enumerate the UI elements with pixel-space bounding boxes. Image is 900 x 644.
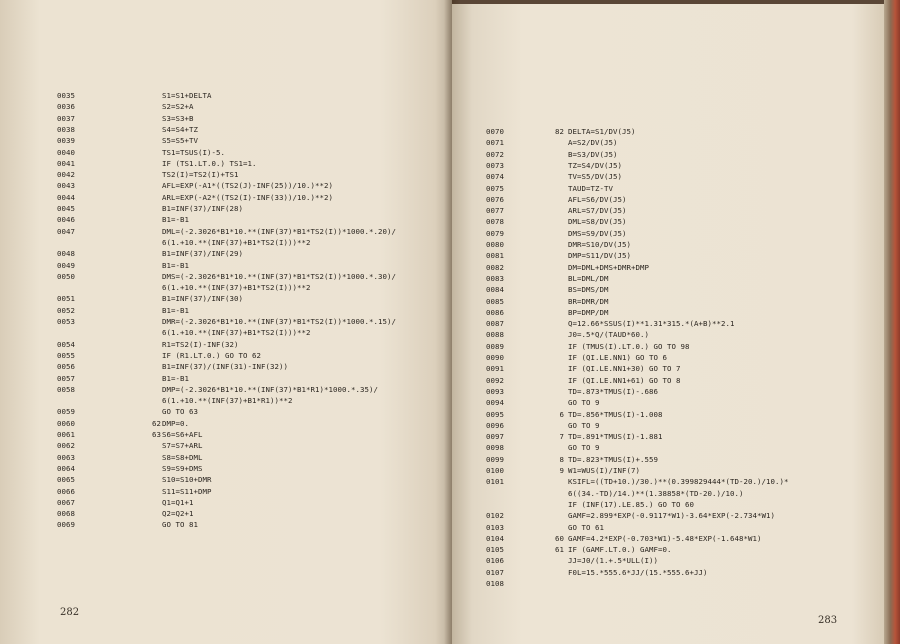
line-number: 0051 — [57, 294, 75, 304]
code-statement: AFL=S6/DV(J5) — [568, 194, 627, 204]
code-statement: S9=S9+DMS — [162, 463, 203, 473]
code-statement: 6(1.+10.**(INF(37)+B1*TS2(I)))**2 — [162, 237, 311, 247]
line-number: 0081 — [486, 251, 504, 261]
line-number: 0088 — [486, 330, 504, 340]
line-number: 0035 — [57, 91, 75, 100]
line-number: 0066 — [57, 486, 75, 496]
line-number: 0040 — [57, 147, 75, 157]
code-statement: DMP=0. — [162, 418, 189, 428]
code-statement: DMS=S9/DV(J5) — [568, 228, 627, 238]
line-number: 0091 — [486, 364, 504, 374]
line-number: 0103 — [486, 522, 504, 532]
code-statement: TV=S5/DV(J5) — [568, 172, 622, 182]
line-number: 0099 — [486, 454, 504, 464]
line-number: 0053 — [57, 317, 75, 326]
code-statement: S7=S7+ARL — [162, 441, 203, 451]
code-statement: TAUD=TZ-TV — [568, 183, 613, 193]
code-statement: DELTA=S1/DV(J5) — [568, 127, 636, 136]
code-statement: GO TO 9 — [568, 398, 600, 408]
code-statement: IF (R1.LT.0.) GO TO 62 — [162, 350, 261, 360]
code-statement: IF (TMUS(I).LT.0.) GO TO 98 — [568, 341, 690, 351]
line-number: 0045 — [57, 204, 75, 213]
code-statement: 6(1.+10.**(INF(37)+B1*TS2(I)))**2 — [162, 283, 311, 293]
line-number: 0105 — [486, 545, 504, 555]
code-statement: S8=S8+DML — [162, 452, 203, 462]
book-cover-edge — [884, 0, 900, 644]
code-statement: DMS=(-2.3026*B1*10.**(INF(37)*B1*TS2(I))*1000.*.30)/ — [162, 271, 396, 281]
line-number: 0062 — [57, 441, 75, 451]
line-number: 0092 — [486, 375, 504, 385]
code-statement: Q2=Q2+1 — [162, 509, 194, 519]
page-number-left: 282 — [60, 607, 80, 618]
line-number: 0076 — [486, 194, 504, 204]
code-statement: BL=DML/DM — [568, 273, 609, 283]
code-statement: DML=(-2.3026*B1*10.**(INF(37)*B1*TS2(I))*1000.*.20)/ — [162, 226, 396, 236]
code-statement: KSIFL=((TD+10.)/30.)**(0.399829444*(TD-20.)/10.)* — [568, 477, 789, 487]
code-listing-right — [486, 126, 886, 588]
code-statement: B1=-B1 — [162, 373, 189, 383]
code-statement: B1=INF(37)/INF(29) — [162, 249, 243, 259]
line-number: 0107 — [486, 567, 504, 577]
code-statement: B1=-B1 — [162, 260, 189, 270]
code-statement: W1=WUS(I)/INF(7) — [568, 466, 640, 475]
line-number: 0100 — [486, 466, 504, 475]
line-number: 0072 — [486, 149, 504, 159]
code-statement: DMP=S11/DV(J5) — [568, 251, 631, 261]
line-number: 0037 — [57, 113, 75, 123]
line-number: 0061 — [57, 430, 75, 439]
code-statement: DM=DML+DMS+DMR+DMP — [568, 262, 649, 272]
code-statement: DML=S8/DV(J5) — [568, 217, 627, 227]
code-statement: BR=DMR/DM — [568, 296, 609, 306]
line-number: 0057 — [57, 373, 75, 383]
line-number: 0075 — [486, 183, 504, 193]
code-statement: S5=S5+TV — [162, 136, 198, 146]
statement-label: 63 — [152, 430, 161, 439]
line-number: 0096 — [486, 420, 504, 430]
line-number: 0049 — [57, 260, 75, 270]
line-number: 0069 — [57, 520, 75, 530]
code-statement: BP=DMP/DM — [568, 307, 609, 317]
statement-label: 9 — [559, 466, 564, 475]
line-number: 0064 — [57, 463, 75, 473]
line-number: 0093 — [486, 386, 504, 396]
code-statement: BS=DMS/DM — [568, 285, 609, 295]
code-statement: IF (GAMF.LT.0.) GAMF=0. — [568, 545, 672, 555]
page-number-right: 283 — [818, 615, 838, 626]
code-statement: GO TO 63 — [162, 407, 198, 417]
line-number: 0106 — [486, 556, 504, 566]
code-statement: B=S3/DV(J5) — [568, 149, 618, 159]
code-statement: S3=S3+B — [162, 113, 194, 123]
line-number: 0047 — [57, 226, 75, 236]
code-statement: IF (TS1.LT.0.) TS1=1. — [162, 158, 257, 168]
statement-label: 6 — [559, 409, 564, 419]
code-statement: JJ=J0/(1.+.5*ULL(I)) — [568, 556, 658, 566]
line-number: 0046 — [57, 215, 75, 225]
line-number: 0038 — [57, 124, 75, 134]
line-number: 0056 — [57, 362, 75, 372]
code-statement: S2=S2+A — [162, 102, 194, 112]
line-number: 0084 — [486, 285, 504, 295]
code-statement: IF (QI.LE.NN1) GO TO 6 — [568, 353, 667, 362]
code-statement: IF (QI.LE.NN1+30) GO TO 7 — [568, 364, 681, 374]
code-statement: S1=S1+DELTA — [162, 91, 212, 100]
line-number: 0101 — [486, 477, 504, 487]
line-number: 0078 — [486, 217, 504, 227]
statement-label: 61 — [555, 545, 564, 555]
line-number: 0068 — [57, 509, 75, 519]
line-number: 0089 — [486, 341, 504, 351]
code-statement: ARL=EXP(-A2*((TS2(I)-INF(33))/10.)**2) — [162, 192, 333, 202]
code-statement: A=S2/DV(J5) — [568, 138, 618, 148]
line-number: 0050 — [57, 271, 75, 281]
code-statement: Q1=Q1+1 — [162, 497, 194, 507]
line-number: 0074 — [486, 172, 504, 182]
code-statement: B1=-B1 — [162, 215, 189, 225]
code-listing-left — [57, 90, 452, 530]
line-number: 0095 — [486, 409, 504, 419]
line-number: 0098 — [486, 443, 504, 453]
statement-label: 62 — [152, 418, 161, 428]
code-statement: TD=.873*TMUS(I)-.686 — [568, 386, 658, 396]
line-number: 0048 — [57, 249, 75, 259]
line-number: 0063 — [57, 452, 75, 462]
line-number: 0086 — [486, 307, 504, 317]
line-number: 0087 — [486, 319, 504, 329]
code-statement: F0L=15.*555.6*JJ/(15.*555.6+JJ) — [568, 567, 708, 577]
line-number: 0054 — [57, 339, 75, 349]
code-statement: TZ=S4/DV(J5) — [568, 160, 622, 170]
code-statement: DMR=(-2.3026*B1*10.**(INF(37)*B1*TS2(I))*1000.*.15)/ — [162, 317, 396, 326]
code-statement: IF (INF(17).LE.85.) GO TO 60 — [568, 499, 694, 509]
line-number: 0102 — [486, 511, 504, 521]
line-number: 0104 — [486, 533, 504, 543]
code-statement: S10=S10+DMR — [162, 475, 212, 485]
statement-label: 82 — [555, 127, 564, 136]
code-statement: TD=.856*TMUS(I)-1.008 — [568, 409, 663, 419]
code-statement: 6((34.-TD)/14.)**(1.38858*(TD-20.)/10.) — [568, 488, 744, 498]
code-statement: J0=.5*Q/(TAUD*60.) — [568, 330, 649, 340]
line-number: 0058 — [57, 384, 75, 394]
line-number: 0052 — [57, 305, 75, 315]
code-statement: GO TO 61 — [568, 522, 604, 532]
code-statement: TD=.891*TMUS(I)-1.881 — [568, 432, 663, 442]
code-statement: GAMF=2.899*EXP(-0.9117*W1)-3.64*EXP(-2.734*W1) — [568, 511, 775, 521]
line-number: 0043 — [57, 181, 75, 191]
line-number: 0039 — [57, 136, 75, 146]
line-number: 0055 — [57, 350, 75, 360]
line-number: 0065 — [57, 475, 75, 485]
line-number: 0036 — [57, 102, 75, 112]
code-statement: GAMF=4.2*EXP(-0.703*W1)-5.48*EXP(-1.648*W1) — [568, 533, 762, 543]
code-statement: S4=S4+TZ — [162, 124, 198, 134]
code-statement: S11=S11+DMP — [162, 486, 212, 496]
code-statement: GO TO 9 — [568, 420, 600, 430]
line-number: 0067 — [57, 497, 75, 507]
line-number: 0073 — [486, 160, 504, 170]
code-statement: B1=INF(37)/INF(30) — [162, 294, 243, 304]
code-statement: TS1=TSUS(I)-5. — [162, 147, 225, 157]
right-page — [452, 4, 888, 644]
statement-label: 8 — [559, 454, 564, 464]
line-number: 0042 — [57, 170, 75, 180]
line-number: 0079 — [486, 228, 504, 238]
line-number: 0097 — [486, 432, 504, 442]
code-statement: 6(1.+10.**(INF(37)+B1*R1))**2 — [162, 396, 293, 406]
line-number: 0044 — [57, 192, 75, 202]
statement-label: 60 — [555, 533, 564, 543]
statement-label: 7 — [559, 432, 564, 442]
code-statement: R1=TS2(I)-INF(32) — [162, 339, 239, 349]
code-statement: TD=.823*TMUS(I)+.559 — [568, 454, 658, 464]
code-statement: S6=S6+AFL — [162, 430, 203, 439]
line-number: 0077 — [486, 206, 504, 216]
code-statement: GO TO 9 — [568, 443, 600, 453]
line-number: 0060 — [57, 418, 75, 428]
code-statement: 6(1.+10.**(INF(37)+B1*TS2(I)))**2 — [162, 328, 311, 338]
line-number: 0108 — [486, 579, 504, 588]
code-statement: B1=INF(37)/INF(28) — [162, 204, 243, 213]
line-number: 0059 — [57, 407, 75, 417]
line-number: 0070 — [486, 127, 504, 136]
code-statement: DMP=(-2.3026*B1*10.**(INF(37)*B1*R1)*1000.*.35)/ — [162, 384, 378, 394]
line-number: 0080 — [486, 240, 504, 249]
code-statement: AFL=EXP(-A1*((TS2(J)-INF(25))/10.)**2) — [162, 181, 333, 191]
code-statement: GO TO 81 — [162, 520, 198, 530]
line-number: 0083 — [486, 273, 504, 283]
line-number: 0094 — [486, 398, 504, 408]
line-number: 0041 — [57, 158, 75, 168]
line-number: 0085 — [486, 296, 504, 306]
code-statement: DMR=S10/DV(J5) — [568, 240, 631, 249]
code-statement: ARL=S7/DV(J5) — [568, 206, 627, 216]
code-statement: IF (QI.LE.NN1+61) GO TO 8 — [568, 375, 681, 385]
line-number: 0090 — [486, 353, 504, 362]
line-number: 0082 — [486, 262, 504, 272]
code-statement: TS2(I)=TS2(I)+TS1 — [162, 170, 239, 180]
line-number: 0071 — [486, 138, 504, 148]
code-statement: B1=INF(37)/(INF(31)-INF(32)) — [162, 362, 288, 372]
code-statement: Q=12.66*SSUS(I)**1.31*315.*(A+B)**2.1 — [568, 319, 735, 329]
code-statement: B1=-B1 — [162, 305, 189, 315]
